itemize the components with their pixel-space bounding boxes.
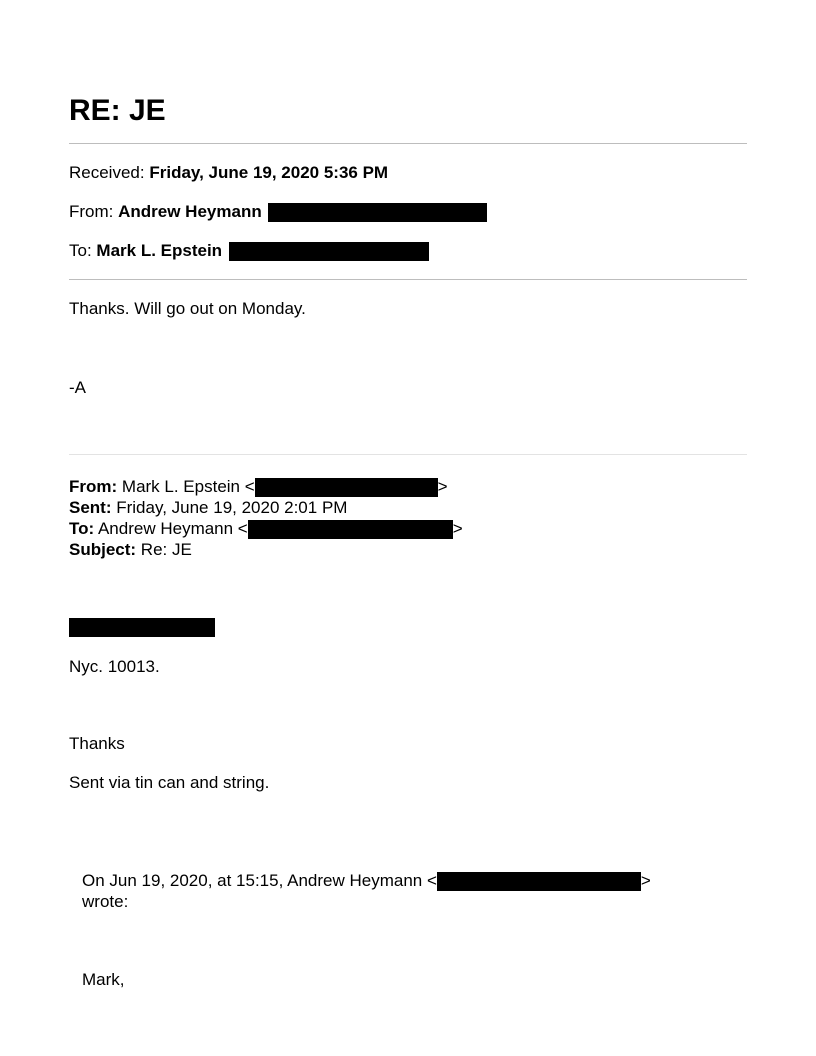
- header-divider-top: [69, 143, 747, 144]
- from-line: [69, 202, 487, 222]
- fwd-sent-value: Friday, June 19, 2020 2:01 PM: [116, 498, 348, 517]
- redaction-box: [248, 520, 453, 539]
- redaction-box: [268, 203, 487, 222]
- body-signature: -A: [69, 378, 86, 397]
- body-text: Thanks. Will go out on Monday.: [69, 299, 306, 318]
- to-line: [69, 241, 429, 261]
- redaction-box: [229, 242, 429, 261]
- fwd-to-line: [69, 519, 463, 540]
- fwd-from-line: [69, 477, 448, 498]
- quoted-header-line: [82, 871, 651, 892]
- fwd-body-thanks: Thanks: [69, 734, 125, 753]
- quoted-greeting: Mark,: [82, 970, 125, 989]
- from-label: From:: [69, 202, 114, 221]
- redaction-box: [255, 478, 438, 497]
- fwd-to-value: Andrew Heymann <: [97, 519, 248, 538]
- fwd-to-close: >: [452, 519, 463, 538]
- redaction-box: [69, 618, 215, 637]
- fwd-subject-label: Subject:: [69, 540, 137, 559]
- received-label: Received:: [69, 163, 145, 182]
- fwd-subject-value: Re: JE: [140, 540, 192, 559]
- to-label: To:: [69, 241, 92, 260]
- email-subject-title: RE: JE: [69, 94, 166, 127]
- fwd-sent-label: Sent:: [69, 498, 112, 517]
- quoted-wrote: wrote:: [82, 892, 129, 911]
- fwd-from-label: From:: [69, 477, 118, 496]
- quoted-prefix: On Jun 19, 2020, at 15:15, Andrew Heymann <: [82, 871, 437, 890]
- from-value: Andrew Heymann: [118, 202, 262, 221]
- received-value: Friday, June 19, 2020 5:36 PM: [149, 163, 389, 182]
- fwd-body-address: Nyc. 10013.: [69, 657, 160, 676]
- fwd-body-signature: Sent via tin can and string.: [69, 773, 270, 792]
- received-line: [69, 163, 388, 183]
- redaction-box: [437, 872, 641, 891]
- fwd-to-label: To:: [69, 519, 95, 538]
- to-value: Mark L. Epstein: [96, 241, 223, 260]
- fwd-subject-line: [69, 540, 192, 561]
- fwd-from-close: >: [437, 477, 448, 496]
- forward-divider: [69, 454, 747, 455]
- fwd-sent-line: [69, 498, 347, 519]
- header-divider-bottom: [69, 279, 747, 280]
- fwd-from-value: Mark L. Epstein <: [121, 477, 255, 496]
- quoted-suffix: >: [640, 871, 651, 890]
